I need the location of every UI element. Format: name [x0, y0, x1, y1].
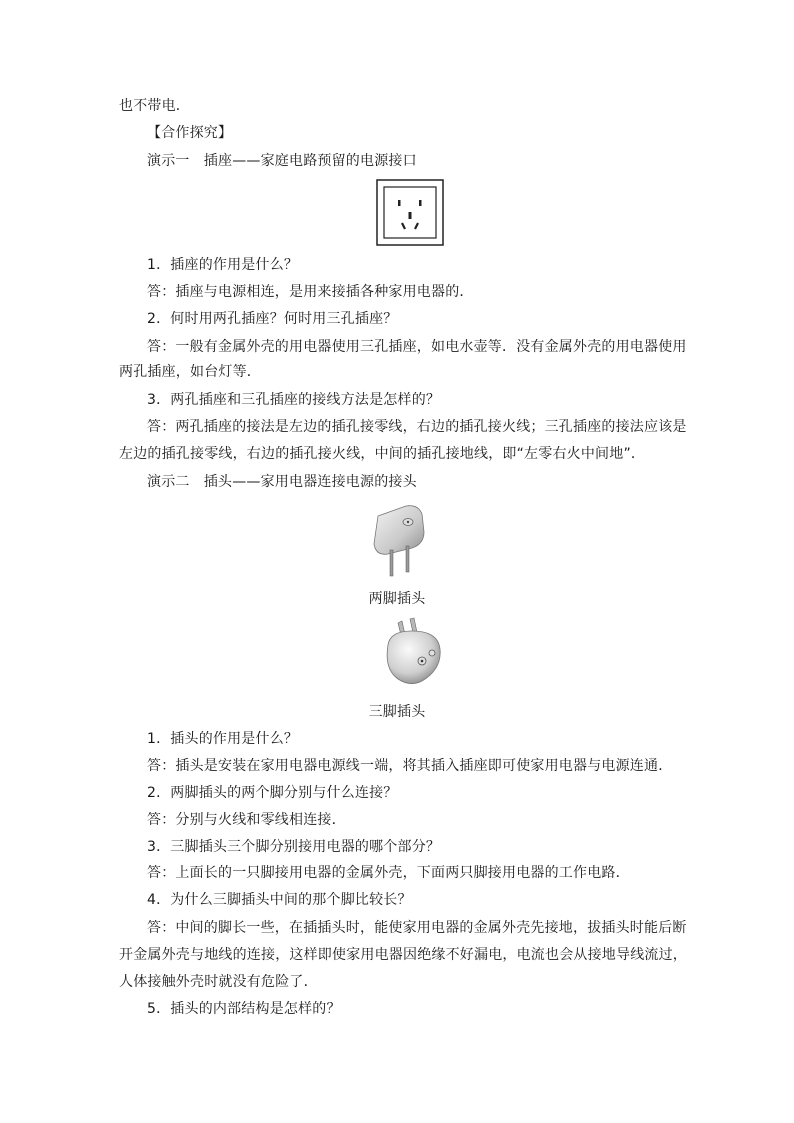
- section-heading: 【合作探究】: [147, 125, 233, 141]
- question-8: 5．插头的内部结构是怎样的？: [147, 1001, 341, 1017]
- answer-7-line-3: 人体接触外壳时就没有危险了．: [119, 974, 318, 990]
- demo-two-title: 演示二 插头——家用电器连接电源的接头: [147, 474, 417, 490]
- question-2: 2．何时用两孔插座？何时用三孔插座？: [147, 311, 398, 327]
- answer-1: 答：插座与电源相连，是用来接插各种家用电器的．: [147, 284, 474, 300]
- two-pin-plug-caption: 两脚插头: [368, 591, 426, 607]
- two-pin-plug-image: [368, 502, 432, 580]
- question-7: 4．为什么三脚插头中间的那个脚比较长？: [147, 892, 412, 908]
- answer-2-line-2: 两孔插座，如台灯等．: [119, 364, 261, 380]
- answer-7-line-2: 开金属外壳与地线的连接，这样即使家用电器因绝缘不好漏电，电流也会从接地导线流过，: [119, 947, 687, 963]
- three-pin-plug-caption: 三脚插头: [368, 704, 426, 720]
- question-1: 1．插座的作用是什么？: [147, 257, 299, 273]
- answer-6: 答：上面长的一只脚接用电器的金属外壳，下面两只脚接用电器的工作电路．: [147, 865, 630, 881]
- question-4: 1．插头的作用是什么？: [147, 731, 299, 747]
- answer-3-line-2: 左边的插孔接零线，右边的插孔接火线，中间的插孔接地线，即“左零右火中间地”．: [119, 446, 646, 462]
- answer-7-line-1: 答：中间的脚长一些，在插插头时，能使家用电器的金属外壳先接地，拔插头时能后断: [147, 920, 687, 936]
- question-5: 2．两脚插头的两个脚分别与什么连接？: [147, 785, 398, 801]
- paragraph-continuation: 也不带电．: [119, 98, 190, 114]
- socket-image: [376, 179, 444, 246]
- demo-one-title: 演示一 插座——家庭电路预留的电源接口: [147, 153, 417, 169]
- question-6: 3．三脚插头三个脚分别接用电器的哪个部分？: [147, 839, 441, 855]
- three-pin-plug-image: [380, 617, 446, 687]
- answer-5: 答：分别与火线和零线相连接．: [147, 812, 346, 828]
- question-3: 3．两孔插座和三孔插座的接线方法是怎样的？: [147, 392, 441, 408]
- answer-4: 答：插头是安装在家用电器电源线一端，将其插入插座即可使家用电器与电源连通．: [147, 758, 673, 774]
- answer-3-line-1: 答：两孔插座的接法是左边的插孔接零线，右边的插孔接火线；三孔插座的接法应该是: [147, 419, 687, 435]
- answer-2-line-1: 答：一般有金属外壳的用电器使用三孔插座，如电水壶等．没有金属外壳的用电器使用: [147, 339, 687, 355]
